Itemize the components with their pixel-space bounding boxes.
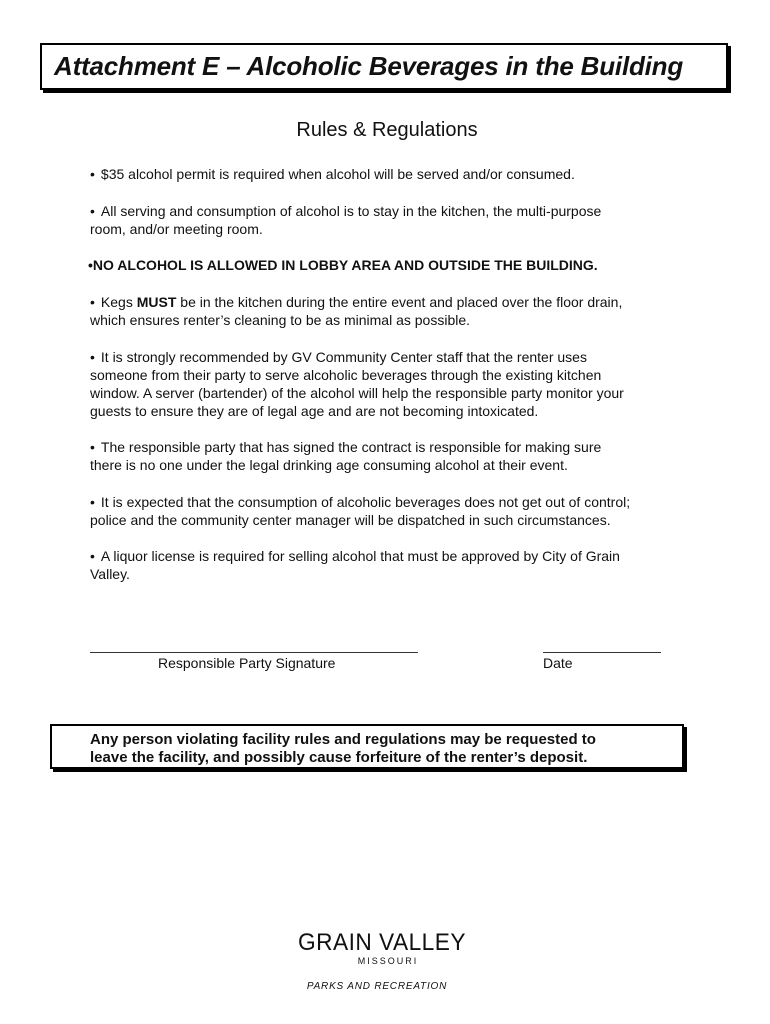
rule-emphasis: MUST — [136, 294, 177, 310]
rule-text: The responsible party that has signed the contract is responsible for making sure — [100, 439, 602, 455]
date-line[interactable] — [543, 652, 661, 653]
rule-legal-age — [90, 438, 690, 474]
bullet: • — [90, 203, 95, 219]
warning-line: Any person violating facility rules and regulations may be requested to — [90, 731, 596, 748]
rule-serving-area — [90, 202, 690, 238]
document-title: Attachment E – Alcoholic Beverages in the Building — [54, 51, 684, 81]
warning-text — [90, 731, 680, 767]
logo-name: GRAIN VALLEY — [298, 929, 466, 956]
rule-text: window. A server (bartender) of the alcohol will help the responsible party monitor your — [90, 385, 624, 401]
rule-text: there is no one under the legal drinking age consuming alcohol at their event. — [90, 457, 568, 473]
signature-label: Responsible Party Signature — [158, 655, 336, 671]
rule-text: police and the community center manager will be dispatched in such circumstances. — [90, 512, 611, 528]
warning-line: leave the facility, and possibly cause forfeiture of the renter’s deposit. — [90, 749, 588, 766]
rule-text: $35 alcohol permit is required when alcohol will be served and/or consumed. — [100, 166, 575, 182]
rule-liquor-license — [90, 547, 690, 583]
rule-text: room, and/or meeting room. — [90, 221, 263, 237]
grain-valley-logo — [292, 925, 472, 995]
title-box — [40, 43, 728, 90]
rule-text: which ensures renter’s cleaning to be as minimal as possible. — [90, 312, 471, 328]
rule-server — [90, 348, 690, 420]
section-subtitle: Rules & Regulations — [296, 119, 478, 141]
rule-control — [90, 493, 690, 529]
rule-text: be in the kitchen during the entire event and placed over the floor drain, — [180, 294, 623, 310]
rule-permit — [90, 165, 690, 183]
rule-text: guests to ensure they are of legal age and are not becoming intoxicated. — [90, 403, 539, 419]
rule-text: A liquor license is required for selling alcohol that must be approved by City of Grain — [100, 548, 620, 564]
rule-text: someone from their party to serve alcoholic beverages through the existing kitchen — [90, 367, 602, 383]
bullet: • — [90, 349, 95, 365]
rule-text: Kegs — [100, 294, 133, 310]
rule-text: NO ALCOHOL IS ALLOWED IN LOBBY AREA AND OUTSIDE THE BUILDING. — [92, 257, 598, 273]
bullet: • — [90, 166, 95, 182]
logo-tagline: PARKS AND RECREATION — [306, 981, 448, 992]
warning-box — [50, 724, 684, 769]
rule-kegs — [90, 293, 690, 329]
rule-text: It is strongly recommended by GV Community Center staff that the renter uses — [100, 349, 587, 365]
bullet: • — [90, 548, 95, 564]
bullet: • — [90, 494, 95, 510]
logo-state: MISSOURI — [357, 956, 419, 966]
bullet: • — [88, 257, 93, 273]
bullet: • — [90, 439, 95, 455]
rule-text: It is expected that the consumption of alcoholic beverages does not get out of control; — [100, 494, 631, 510]
date-label: Date — [543, 655, 573, 671]
rule-text: All serving and consumption of alcohol is to stay in the kitchen, the multi-purpose — [100, 203, 602, 219]
rule-no-lobby — [88, 256, 688, 274]
rule-text: Valley. — [90, 566, 130, 582]
bullet: • — [90, 294, 95, 310]
signature-line[interactable] — [90, 652, 418, 653]
